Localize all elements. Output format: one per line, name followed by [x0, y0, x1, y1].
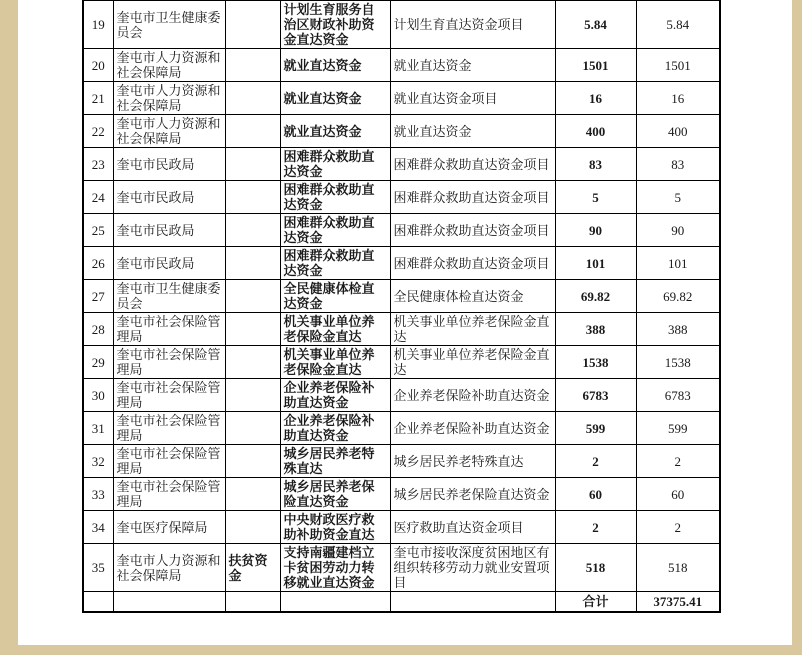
row-number-cell: 33 — [83, 478, 113, 511]
row-number-cell: 24 — [83, 181, 113, 214]
row-number-cell: 20 — [83, 49, 113, 82]
amount-secondary-cell: 5.84 — [636, 1, 720, 49]
row-number-cell: 26 — [83, 247, 113, 280]
category-cell — [225, 478, 280, 511]
amount-cell: 16 — [555, 82, 636, 115]
department-cell: 奎屯市社会保险管理局 — [113, 346, 225, 379]
table-row — [83, 148, 720, 181]
empty-cell — [83, 592, 113, 613]
amount-secondary-cell: 101 — [636, 247, 720, 280]
amount-cell: 5 — [555, 181, 636, 214]
amount-cell: 2 — [555, 445, 636, 478]
fund-type-cell: 城乡居民养老保险直达资金 — [280, 478, 390, 511]
row-number-cell: 25 — [83, 214, 113, 247]
amount-cell: 1501 — [555, 49, 636, 82]
category-cell — [225, 412, 280, 445]
fund-type-cell: 就业直达资金 — [280, 82, 390, 115]
table-row — [83, 115, 720, 148]
fund-type-cell: 企业养老保险补助直达资金 — [280, 412, 390, 445]
amount-cell: 6783 — [555, 379, 636, 412]
amount-cell: 599 — [555, 412, 636, 445]
fund-type-cell: 困难群众救助直达资金 — [280, 247, 390, 280]
category-cell — [225, 148, 280, 181]
amount-cell: 101 — [555, 247, 636, 280]
category-cell — [225, 1, 280, 49]
fund-type-cell: 机关事业单位养老保险金直达 — [280, 313, 390, 346]
project-cell: 企业养老保险补助直达资金 — [390, 412, 555, 445]
amount-secondary-cell: 16 — [636, 82, 720, 115]
table-row — [83, 280, 720, 313]
category-cell — [225, 280, 280, 313]
amount-secondary-cell: 60 — [636, 478, 720, 511]
project-cell: 全民健康体检直达资金 — [390, 280, 555, 313]
amount-secondary-cell: 2 — [636, 511, 720, 544]
department-cell: 奎屯市社会保险管理局 — [113, 313, 225, 346]
project-cell: 困难群众救助直达资金项目 — [390, 214, 555, 247]
amount-secondary-cell: 5 — [636, 181, 720, 214]
category-cell: 扶贫资金 — [225, 544, 280, 592]
category-cell — [225, 511, 280, 544]
amount-secondary-cell: 388 — [636, 313, 720, 346]
category-cell — [225, 313, 280, 346]
project-cell: 就业直达资金 — [390, 115, 555, 148]
row-number-cell: 30 — [83, 379, 113, 412]
table-row — [83, 181, 720, 214]
department-cell: 奎屯市民政局 — [113, 214, 225, 247]
fund-type-cell: 就业直达资金 — [280, 49, 390, 82]
department-cell: 奎屯市民政局 — [113, 247, 225, 280]
amount-cell: 83 — [555, 148, 636, 181]
table-row — [83, 511, 720, 544]
table-row — [83, 247, 720, 280]
department-cell: 奎屯市社会保险管理局 — [113, 478, 225, 511]
amount-secondary-cell: 83 — [636, 148, 720, 181]
category-cell — [225, 115, 280, 148]
table-row — [83, 82, 720, 115]
amount-secondary-cell: 2 — [636, 445, 720, 478]
amount-secondary-cell: 599 — [636, 412, 720, 445]
row-number-cell: 34 — [83, 511, 113, 544]
amount-cell: 90 — [555, 214, 636, 247]
department-cell: 奎屯市卫生健康委员会 — [113, 1, 225, 49]
table-row — [83, 313, 720, 346]
fund-type-cell: 计划生育服务自治区财政补助资金直达资金 — [280, 1, 390, 49]
amount-cell: 388 — [555, 313, 636, 346]
fund-type-cell: 困难群众救助直达资金 — [280, 181, 390, 214]
project-cell: 奎屯市接收深度贫困地区有组织转移劳动力就业安置项目 — [390, 544, 555, 592]
amount-secondary-cell: 1538 — [636, 346, 720, 379]
fund-type-cell: 企业养老保险补助直达资金 — [280, 379, 390, 412]
fund-type-cell: 困难群众救助直达资金 — [280, 214, 390, 247]
total-label-cell: 合计 — [555, 592, 636, 613]
department-cell: 奎屯市社会保险管理局 — [113, 379, 225, 412]
department-cell: 奎屯市社会保险管理局 — [113, 445, 225, 478]
project-cell: 就业直达资金项目 — [390, 82, 555, 115]
empty-cell — [280, 592, 390, 613]
amount-secondary-cell: 69.82 — [636, 280, 720, 313]
department-cell: 奎屯市民政局 — [113, 181, 225, 214]
row-number-cell: 29 — [83, 346, 113, 379]
amount-secondary-cell: 1501 — [636, 49, 720, 82]
total-value-cell: 37375.41 — [636, 592, 720, 613]
fund-type-cell: 城乡居民养老特殊直达 — [280, 445, 390, 478]
total-row — [83, 592, 720, 613]
department-cell: 奎屯市民政局 — [113, 148, 225, 181]
fund-type-cell: 中央财政医疗救助补助资金直达 — [280, 511, 390, 544]
category-cell — [225, 49, 280, 82]
category-cell — [225, 82, 280, 115]
category-cell — [225, 247, 280, 280]
project-cell: 医疗救助直达资金项目 — [390, 511, 555, 544]
amount-secondary-cell: 6783 — [636, 379, 720, 412]
amount-secondary-cell: 400 — [636, 115, 720, 148]
project-cell: 就业直达资金 — [390, 49, 555, 82]
category-cell — [225, 181, 280, 214]
empty-cell — [390, 592, 555, 613]
table-row — [83, 346, 720, 379]
amount-cell: 69.82 — [555, 280, 636, 313]
project-cell: 计划生育直达资金项目 — [390, 1, 555, 49]
amount-cell: 518 — [555, 544, 636, 592]
amount-cell: 60 — [555, 478, 636, 511]
category-cell — [225, 214, 280, 247]
amount-secondary-cell: 90 — [636, 214, 720, 247]
direct-funds-table — [82, 0, 721, 613]
row-number-cell: 27 — [83, 280, 113, 313]
department-cell: 奎屯市社会保险管理局 — [113, 412, 225, 445]
category-cell — [225, 379, 280, 412]
row-number-cell: 32 — [83, 445, 113, 478]
table-row — [83, 544, 720, 592]
row-number-cell: 21 — [83, 82, 113, 115]
project-cell: 困难群众救助直达资金项目 — [390, 148, 555, 181]
row-number-cell: 35 — [83, 544, 113, 592]
row-number-cell: 23 — [83, 148, 113, 181]
fund-type-cell: 支持南疆建档立卡贫困劳动力转移就业直达资金 — [280, 544, 390, 592]
fund-type-cell: 困难群众救助直达资金 — [280, 148, 390, 181]
department-cell: 奎屯市人力资源和社会保障局 — [113, 544, 225, 592]
row-number-cell: 31 — [83, 412, 113, 445]
category-cell — [225, 346, 280, 379]
amount-cell: 1538 — [555, 346, 636, 379]
fund-type-cell: 全民健康体检直达资金 — [280, 280, 390, 313]
category-cell — [225, 445, 280, 478]
amount-secondary-cell: 518 — [636, 544, 720, 592]
fund-type-cell: 机关事业单位养老保险金直达 — [280, 346, 390, 379]
department-cell: 奎屯市卫生健康委员会 — [113, 280, 225, 313]
table-row — [83, 478, 720, 511]
project-cell: 机关事业单位养老保险金直达 — [390, 346, 555, 379]
table-row — [83, 412, 720, 445]
department-cell: 奎屯市人力资源和社会保障局 — [113, 82, 225, 115]
row-number-cell: 28 — [83, 313, 113, 346]
table-row — [83, 214, 720, 247]
project-cell: 企业养老保险补助直达资金 — [390, 379, 555, 412]
row-number-cell: 19 — [83, 1, 113, 49]
table-row — [83, 379, 720, 412]
document-page — [18, 0, 792, 645]
amount-cell: 5.84 — [555, 1, 636, 49]
table-body — [83, 1, 720, 613]
table-row — [83, 1, 720, 49]
table-row — [83, 445, 720, 478]
empty-cell — [225, 592, 280, 613]
project-cell: 城乡居民养老保险直达资金 — [390, 478, 555, 511]
empty-cell — [113, 592, 225, 613]
amount-cell: 2 — [555, 511, 636, 544]
fund-type-cell: 就业直达资金 — [280, 115, 390, 148]
project-cell: 机关事业单位养老保险金直达 — [390, 313, 555, 346]
department-cell: 奎屯市人力资源和社会保障局 — [113, 115, 225, 148]
project-cell: 城乡居民养老特殊直达 — [390, 445, 555, 478]
row-number-cell: 22 — [83, 115, 113, 148]
project-cell: 困难群众救助直达资金项目 — [390, 181, 555, 214]
table-row — [83, 49, 720, 82]
project-cell: 困难群众救助直达资金项目 — [390, 247, 555, 280]
department-cell: 奎屯市人力资源和社会保障局 — [113, 49, 225, 82]
department-cell: 奎屯医疗保障局 — [113, 511, 225, 544]
amount-cell: 400 — [555, 115, 636, 148]
